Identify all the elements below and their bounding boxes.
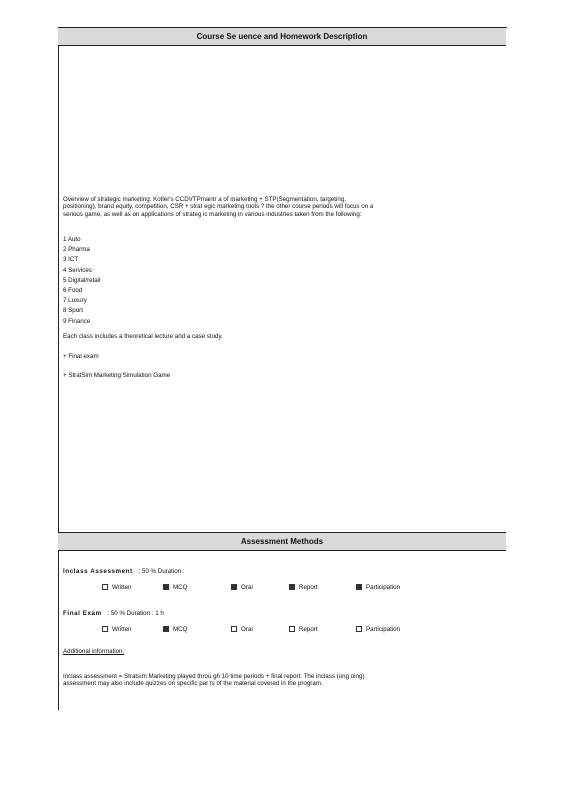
inclass-option-report[interactable] bbox=[289, 584, 318, 591]
inclass-assessment-row bbox=[63, 568, 185, 575]
overview-line: positioning), brand equity, competition, CSR + strat egic marketing tools ? the other course periods will focus on a bbox=[63, 203, 374, 211]
document-frame bbox=[58, 27, 507, 710]
checkbox-icon[interactable] bbox=[231, 584, 237, 590]
additional-info-label: Additional information: bbox=[63, 648, 125, 655]
checkbox-icon[interactable] bbox=[102, 584, 108, 590]
overview-line: serious game, as well as on applications of strateg ic marketing in various industries taken from the following: bbox=[63, 210, 362, 218]
inclass-option-written[interactable] bbox=[102, 584, 131, 591]
section-header-assessment: Assessment Methods bbox=[58, 532, 506, 551]
option-label: Participation bbox=[366, 584, 401, 591]
final-option-mcq[interactable] bbox=[163, 626, 187, 633]
additional-info-text bbox=[63, 673, 365, 688]
checkbox-icon[interactable] bbox=[231, 626, 237, 632]
list-item: 4 Services bbox=[63, 266, 92, 274]
option-label: Written bbox=[112, 626, 132, 633]
final-exam-row bbox=[63, 610, 164, 617]
final-label: Final Exam bbox=[63, 610, 102, 617]
inclass-option-mcq[interactable] bbox=[163, 584, 187, 591]
option-label: MCQ bbox=[173, 626, 188, 633]
list-item: 3 ICT bbox=[63, 256, 79, 264]
option-label: Report bbox=[299, 626, 318, 633]
additional-line: Inclass assessment = Stratsim Marketing played throu gh 10 time periods + final report. The inclass (ong oing) bbox=[63, 673, 365, 680]
list-item: 9 Finance bbox=[63, 317, 91, 325]
overview-paragraph bbox=[63, 196, 373, 218]
inclass-option-participation[interactable] bbox=[356, 584, 400, 591]
inclass-detail: : 50 % Duration : bbox=[138, 568, 185, 575]
option-label: Report bbox=[299, 584, 318, 591]
final-option-oral[interactable] bbox=[231, 626, 253, 633]
class-note: Each class includes a theoretical lecture and a case study. bbox=[63, 333, 223, 340]
checkbox-icon[interactable] bbox=[163, 626, 169, 632]
list-item: 5 Digital/retail bbox=[63, 276, 101, 284]
option-label: MCQ bbox=[173, 584, 188, 591]
checkbox-icon[interactable] bbox=[356, 626, 362, 632]
checkbox-icon[interactable] bbox=[289, 626, 295, 632]
option-label: Oral bbox=[241, 584, 253, 591]
final-option-written[interactable] bbox=[102, 626, 131, 633]
industry-list bbox=[63, 235, 101, 327]
option-label: Written bbox=[112, 584, 132, 591]
game-note: + StratSim Marketing Simulation Game bbox=[63, 372, 171, 379]
final-detail: : 50 % Duration : 1 h bbox=[107, 610, 164, 617]
final-exam-note: + Final exam bbox=[63, 353, 99, 360]
option-label: Oral bbox=[241, 626, 253, 633]
additional-line: assessment may also include quizzes on specific par ts of the material covered in the program. bbox=[63, 680, 323, 688]
final-option-report[interactable] bbox=[289, 626, 318, 633]
list-item: 1 Auto bbox=[63, 236, 81, 243]
inclass-label: Inclass Assessment bbox=[63, 568, 133, 575]
final-option-participation[interactable] bbox=[356, 626, 400, 633]
checkbox-icon[interactable] bbox=[356, 584, 362, 590]
section-header-course-sequence: Course Se uence and Homework Description bbox=[58, 27, 506, 46]
checkbox-icon[interactable] bbox=[289, 584, 295, 590]
list-item: 8 Sport bbox=[63, 307, 83, 315]
list-item: 7 Luxury bbox=[63, 297, 87, 305]
checkbox-icon[interactable] bbox=[163, 584, 169, 590]
list-item: 6 Food bbox=[63, 287, 83, 295]
option-label: Participation bbox=[366, 626, 401, 633]
checkbox-icon[interactable] bbox=[102, 626, 108, 632]
list-item: 2 Pharma bbox=[63, 246, 90, 254]
inclass-option-oral[interactable] bbox=[231, 584, 253, 591]
overview-line: Overview of strategic marketing: Kotler's CCDVTPmantr a of marketing + STP(Segmentation, targeting, bbox=[63, 196, 346, 203]
